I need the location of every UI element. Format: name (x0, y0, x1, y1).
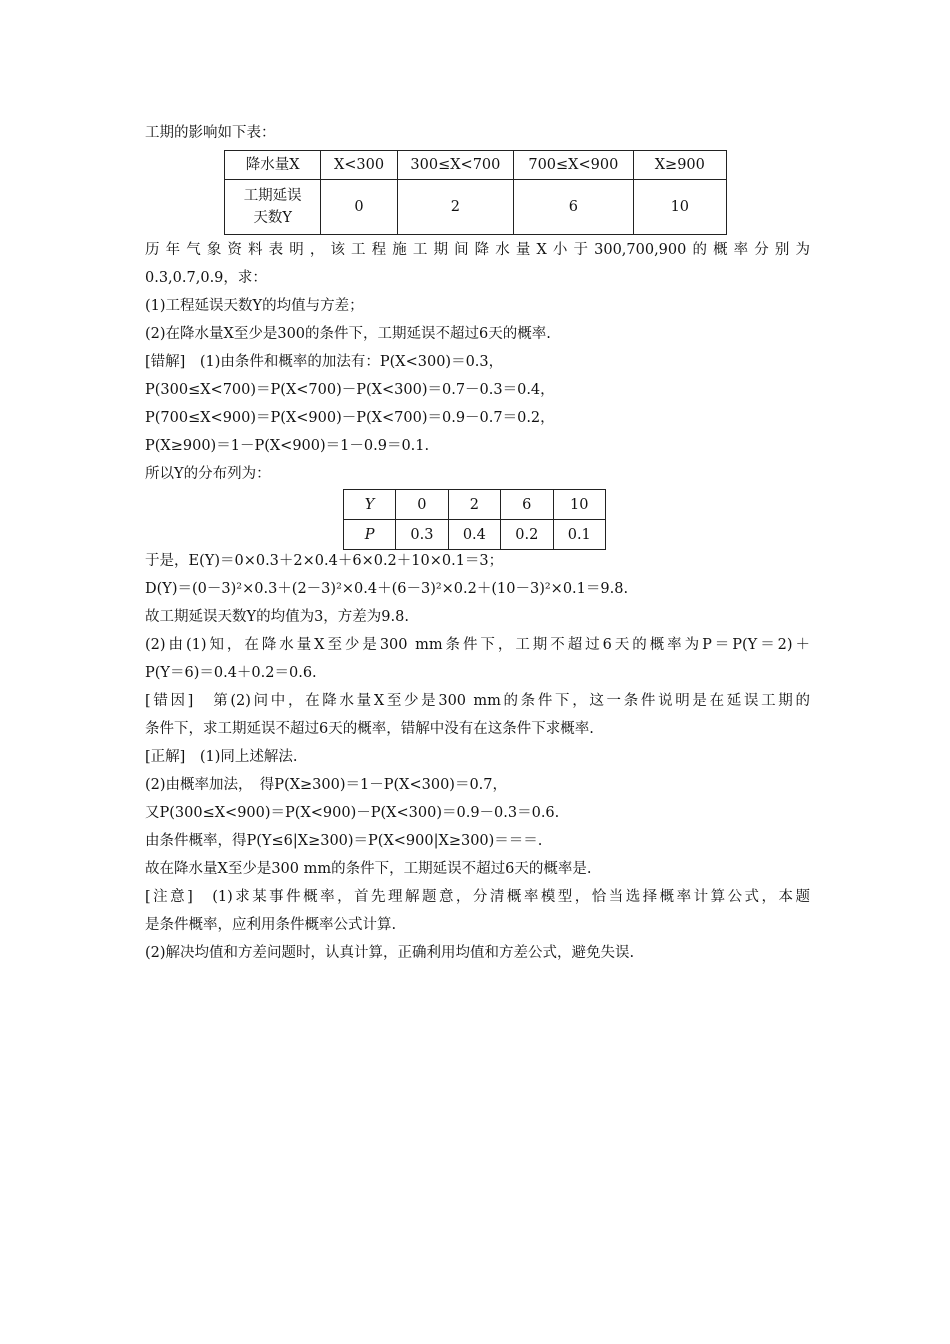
row-label-line: 天数Y (253, 210, 292, 226)
table-row (225, 180, 727, 235)
correct-solution-line: 故在降水量X至少是300 mm的条件下，工期延误不超过6天的概率是. (145, 861, 592, 877)
table-cell: 0.3 (396, 520, 448, 550)
table-header-cell: P (344, 520, 396, 550)
wrong-solution-line: [错解] (1)由条件和概率的加法有：P(X<300)＝0.3， (145, 354, 504, 370)
table-cell: 0.4 (448, 520, 500, 550)
table-header-cell: Y (344, 490, 396, 520)
table-cell: 0 (396, 490, 448, 520)
wrong-part2-line: P(Y＝6)＝0.4＋0.2＝0.6. (145, 665, 317, 681)
correct-solution-line: 由条件概率，得P(Y≤6|X≥300)＝P(X<900|X≥300)＝＝＝. (145, 833, 543, 849)
correct-solution-line: (2)由概率加法， 得P(X≥300)＝1－P(X<300)＝0.7， (145, 777, 508, 793)
variance-line: D(Y)＝(0－3)²×0.3＋(2－3)²×0.4＋(6－3)²×0.2＋(10－3)²×0.1＝9.8. (145, 581, 629, 597)
table-header-cell: 300≤X<700 (397, 151, 513, 180)
wrong-solution-line: P(700≤X<900)＝P(X<900)－P(X<700)＝0.9－0.7＝0.2， (145, 410, 555, 426)
note-line: (2)解决均值和方差问题时，认真计算，正确利用均值和方差公式，避免失误. (145, 945, 635, 961)
table-cell: 0.1 (553, 520, 606, 550)
table-cell: 6 (514, 180, 633, 235)
question-2: (2)在降水量X至少是300的条件下，工期延误不超过6天的概率. (145, 326, 551, 342)
table-row (225, 151, 727, 180)
error-cause-line: [错因] 第(2)问中，在降水量X至少是300 mm的条件下，这一条件说明是在延误工期的 (145, 693, 810, 709)
table-row (344, 520, 606, 550)
row-label-line: 工期延误 (243, 188, 302, 204)
table-header-cell: 降水量X (225, 151, 321, 180)
table-cell: 2 (448, 490, 500, 520)
table-cell: 10 (553, 490, 606, 520)
table-cell: 0 (321, 180, 397, 235)
conclusion-line: 故工期延误天数Y的均值为3，方差为9.8. (145, 609, 409, 625)
error-cause-line: 条件下，求工期延误不超过6天的概率，错解中没有在这条件下求概率. (145, 721, 594, 737)
problem-line: 0.3,0.7,0.9，求： (145, 270, 267, 286)
wrong-part2-line: (2)由(1)知，在降水量X至少是300 mm条件下，工期不超过6天的概率为P＝P(Y＝2)＋ (145, 637, 810, 653)
table-cell: 0.2 (501, 520, 553, 550)
table-row-label (225, 180, 321, 235)
distribution-table (343, 489, 606, 550)
wrong-solution-line: P(X≥900)＝1－P(X<900)＝1－0.9＝0.1. (145, 438, 430, 454)
table-header-cell: X<300 (321, 151, 397, 180)
note-line: 是条件概率，应利用条件概率公式计算. (145, 917, 397, 933)
table-header-cell: X≥900 (633, 151, 726, 180)
table-cell: 6 (501, 490, 553, 520)
problem-line: 历年气象资料表明，该工程施工期间降水量X小于300,700,900的概率分别为 (145, 242, 810, 258)
question-1: (1)工程延误天数Y的均值与方差； (145, 298, 364, 314)
table-header-cell: 700≤X<900 (514, 151, 633, 180)
correct-solution-line: 又P(300≤X<900)＝P(X<900)－P(X<300)＝0.9－0.3＝0.6. (145, 805, 560, 821)
table-row (344, 490, 606, 520)
correct-solution-line: [正解] (1)同上述解法. (145, 749, 298, 765)
table-cell: 2 (397, 180, 513, 235)
intro-line: 工期的影响如下表： (145, 125, 276, 141)
wrong-solution-line: P(300≤X<700)＝P(X<700)－P(X<300)＝0.7－0.3＝0.4， (145, 382, 555, 398)
table-cell: 10 (633, 180, 726, 235)
note-line: [注意] (1)求某事件概率，首先理解题意，分清概率模型，恰当选择概率计算公式，本题 (145, 889, 810, 905)
expectation-line: 于是，E(Y)＝0×0.3＋2×0.4＋6×0.2＋10×0.1＝3； (145, 553, 504, 569)
distribution-intro: 所以Y的分布列为： (145, 466, 271, 482)
precipitation-delay-table (224, 150, 727, 235)
